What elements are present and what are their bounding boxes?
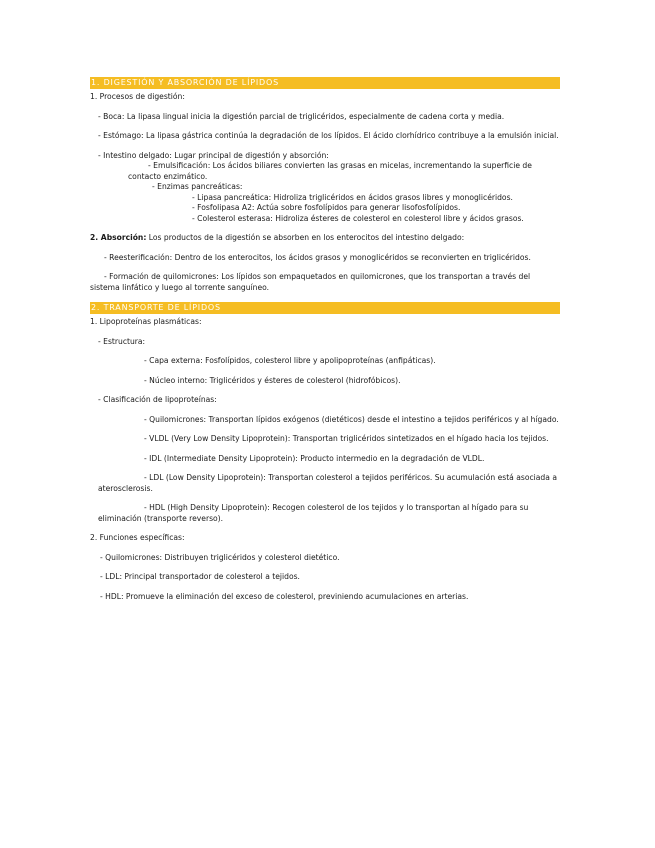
function-ldl: - LDL: Principal transportador de colesterol a tejidos. xyxy=(100,572,300,581)
item-capa-externa: - Capa externa: Fosfolípidos, colesterol libre y apolipoproteínas (anfipáticas). xyxy=(144,356,436,365)
item-estructura: - Estructura: xyxy=(98,336,146,346)
item-nucleo-interno: - Núcleo interno: Triglicéridos y ésteres de colesterol (hidrofóbicos). xyxy=(144,375,401,385)
subheading-digestion-processes: 1. Procesos de digestión: xyxy=(90,92,185,101)
item-fosfolipasa: - Fosfolipasa A2: Actúa sobre fosfolípidos para generar lisofosfolípidos. xyxy=(192,203,461,212)
label-estomago: - Estómago: xyxy=(98,131,144,140)
item-hdl: - HDL (High Density Lipoprotein): Recogen colesterol de los tejidos y lo transportan al hígado para su eliminación (transporte reverso). xyxy=(98,503,529,523)
label-absorcion: 2. Absorción: xyxy=(90,233,147,242)
item-colesterol-esterasa: - Colesterol esterasa: Hidroliza ésteres de colesterol en colesterol libre y ácidos grasos. xyxy=(192,213,524,223)
function-quilomicrones: - Quilomicrones: Distribuyen triglicéridos y colesterol dietético. xyxy=(100,552,340,562)
text-boca: La lipasa lingual inicia la digestión parcial de triglicéridos, especialmente de cadena corta y media. xyxy=(126,111,505,121)
section-2-heading: 2. TRANSPORTE DE LÍPIDOS xyxy=(90,302,560,314)
item-vldl: - VLDL (Very Low Density Lipoprotein): Transportan triglicéridos sintetizados en el hígado hacia los tejidos. xyxy=(144,434,549,443)
text-absorcion: Los productos de la digestión se absorben en los enterocitos del intestino delgado: xyxy=(148,233,465,242)
item-idl: - IDL (Intermediate Density Lipoprotein): Producto intermedio en la degradación de VLDL. xyxy=(144,453,485,463)
paragraph-quilomicrones-formacion: - Formación de quilomicrones: Los lípidos son empaquetados en quilomicrones, que los transportan a través del sistema linfático y luego al torrente sanguíneo. xyxy=(90,272,531,292)
paragraph-absorcion xyxy=(90,233,560,244)
label-boca: - Boca: xyxy=(98,111,125,121)
text-intestino: Lugar principal de digestión y absorción: xyxy=(174,150,329,160)
label-intestino: - Intestino delgado: xyxy=(98,150,172,160)
section-1-heading: 1. DIGESTIÓN Y ABSORCIÓN DE LÍPIDOS xyxy=(90,77,560,89)
item-lipasa-pancreatica: - Lipasa pancreática: Hidroliza triglicéridos en ácidos grasos libres y monoglicéridos. xyxy=(192,192,513,202)
paragraph-intestino xyxy=(90,151,560,162)
item-clasificacion: - Clasificación de lipoproteínas: xyxy=(98,395,217,404)
text-estomago: La lipasa gástrica continúa la degradación de los lípidos. El ácido clorhídrico contribuye a la emulsión inicial. xyxy=(146,131,559,140)
function-hdl: - HDL: Promueve la eliminación del exceso de colesterol, previniendo acumulaciones en arterias. xyxy=(100,591,469,601)
paragraph-boca xyxy=(90,112,560,123)
item-ldl: - LDL (Low Density Lipoprotein): Transportan colesterol a tejidos periféricos. Su acumulación está asociada a aterosclerosis. xyxy=(98,473,557,493)
subheading-lipoproteinas: 1. Lipoproteínas plasmáticas: xyxy=(90,317,202,326)
paragraph-estomago xyxy=(90,131,560,142)
item-emulsificacion: - Emulsificación: Los ácidos biliares convierten las grasas en micelas, incrementando la superficie de contacto enzimático. xyxy=(128,161,532,181)
subheading-funciones: 2. Funciones específicas: xyxy=(90,533,185,542)
item-quilomicrones: - Quilomicrones: Transportan lípidos exógenos (dietéticos) desde el intestino a tejidos periféricos y al hígado. xyxy=(144,414,559,424)
paragraph-reesterificacion: - Reesterificación: Dentro de los enterocitos, los ácidos grasos y monoglicéridos se reconvierten en triglicéridos. xyxy=(104,252,531,262)
item-enzimas-pancreaticas: - Enzimas pancreáticas: xyxy=(152,182,243,191)
document-body xyxy=(90,77,560,602)
